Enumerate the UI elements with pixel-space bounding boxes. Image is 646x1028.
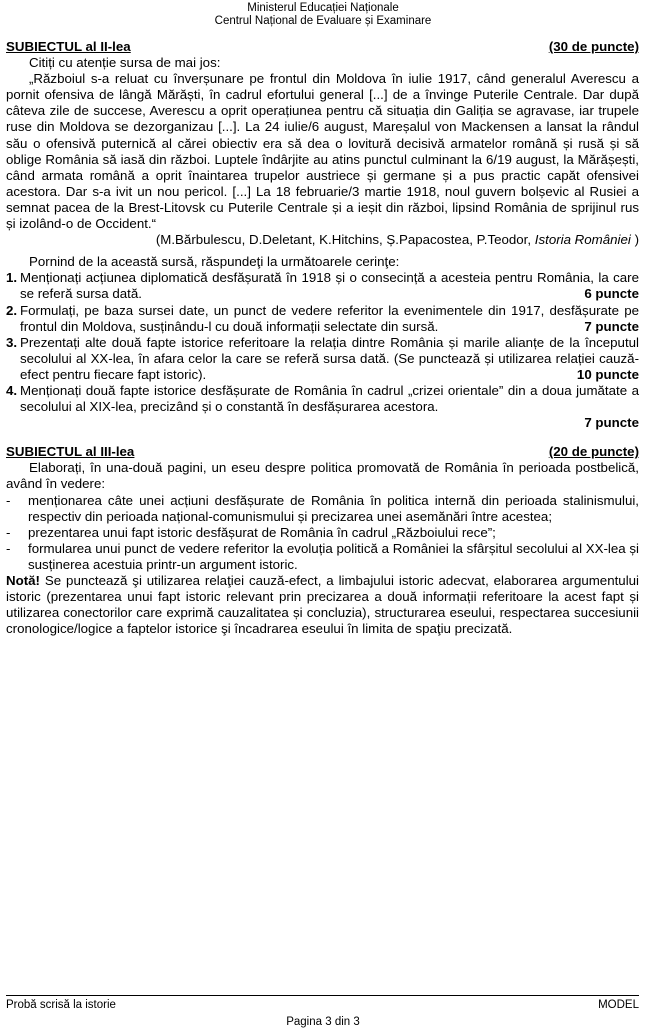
bullet-dash: - [6,540,11,556]
subject-2-title: SUBIECTUL al II-lea [6,39,131,54]
question-text: Formulați, pe baza sursei date, un punct de vedere referitor la evenimentele din 1917, desfășurate pe frontul din Moldova, susținându-l cu două informații selectate din sursă. [20,302,639,334]
question-number: 2. [6,302,18,318]
question-4 [6,383,639,415]
note-label: Notă! [6,573,40,588]
question-number: 4. [6,382,18,398]
question-number: 3. [6,334,18,350]
essay-intro: Elaborați, în una-două pagini, un eseu despre politica promovată de România în perioada postbelică, având în vedere: [6,460,639,492]
essay-item [6,525,639,541]
question-number: 1. [6,270,18,286]
subject-3-points: (20 de puncte) [548,444,639,460]
footer-model-label: MODEL [598,999,639,1011]
subject-3-title: SUBIECTUL al III-lea [6,444,135,460]
bullet-dash: - [6,492,11,508]
question-points: 6 puncte [584,286,639,302]
citation-end: ) [634,232,639,248]
essay-note [6,573,639,637]
subject-3-heading [6,444,639,460]
center-name: Centrul Național de Evaluare și Examinare [214,15,432,27]
question-points: 10 puncte [576,366,639,382]
subject-2-intro: Citiți cu atenție sursa de mai jos: [29,55,221,71]
question-points: 7 puncte [584,318,639,334]
source-citation [6,232,639,248]
footer-exam-name: Probă scrisă la istorie [6,999,116,1011]
source-text: „Războiul s-a reluat cu înverșunare pe frontul din Moldova în iulie 1917, când generalul Averescu a pornit ofensiva de lângă Mărăști, în cadrul efortului general [...] de a învinge Puterile Centrale. Dar după câteva zile de succese, Averescu a oprit operațiunea pentru că situația din Galiția se agravase, iar trupele ruse din Moldova se dezorganizau [...]. La 24 iulie/6 august, Mareșalul von Mackensen a lansat la rândul său o ofensivă puternică al cărei obiectiv era să dea o lovitură decisivă armatelor română și rusă și să oblige România să iasă din război. Luptele îndârjite au atins punctul culminant la 6/19 august, la Mărășești, când armata română a oprit înaintarea trupelor austriece și germane și a pus practic capăt ofensivei acestora. Dar s-a ivit un nou pericol. [...] La 18 februarie/3 martie 1918, noul guvern bolșevic al Rusiei a semnat pacea de la Brest-Litovsk cu Puterile Centrale și a ieșit din război, lipsind România de sprijinul rus și izolând-o de Occident.“ [6,71,639,232]
ministry-name: Ministerul Educației Naționale [247,2,399,14]
question-2 [6,303,639,335]
essay-item-text: menționarea câte unei acțiuni desfășurate de România în politica internă din perioada stalinismului, respectiv din perioada național-comunismului și precizarea unei asemănări între acestea; [28,492,639,524]
page-footer [6,995,639,1011]
question-3 [6,335,639,383]
exam-body [6,39,639,637]
citation-authors: (M.Bărbulescu, D.Deletant, K.Hitchins, Ș.Papacostea, P.Teodor, [155,232,532,248]
essay-item [6,541,639,573]
question-4-points: 7 puncte [584,415,639,431]
question-text: Menționați două fapte istorice desfășurate de România în cadrul „crizei orientale” din a doua jumătate a secolului al XIX-lea, precizând și o constantă în desfășurarea acestora. [20,382,639,415]
subject-2-heading [6,39,639,55]
questions-lead: Pornind de la această sursă, răspundeţi la următoarele cerinţe: [29,254,400,270]
subject-2-points: (30 de puncte) [548,39,639,54]
citation-title: Istoria României [534,232,631,248]
page-header [0,0,646,28]
question-1 [6,270,639,302]
page-number: Pagina 3 din 3 [286,1016,360,1028]
essay-item-text: prezentarea unui fapt istoric desfășurat de România în cadrul „Războiului rece”; [28,524,496,540]
question-text: Menționați acțiunea diplomatică desfășurată în 1918 și o consecință a acesteia pentru România, la care se referă sursa dată. [20,270,639,302]
note-text: Se punctează şi utilizarea relaţiei cauză-efect, a limbajului istoric adecvat, elaborarea argumentului istoric (prezentarea unui fapt istoric relevant prin precizarea a două informații referitoare la acest fapt și utilizarea conectorilor care exprimă cauzalitatea și concluzia), structurarea eseului, respectarea succesiunii cronologice/logice a faptelor istorice şi încadrarea eseului în limita de spaţiu precizată. [6,573,639,637]
bullet-dash: - [6,524,11,540]
essay-item-text: formularea unui punct de vedere referitor la evoluția politică a României la sfârșitul secolului al XX-lea și susținerea acestuia printr-un argument istoric. [28,540,639,572]
essay-item [6,493,639,525]
question-text: Prezentați alte două fapte istorice referitoare la relația dintre România și marile alianțe de la începutul secolului al XX-lea, în afara celor la care se referă sursa dată. (Se punctează și utilizarea relației cauză-efect pentru fiecare fapt istoric). [20,334,639,382]
